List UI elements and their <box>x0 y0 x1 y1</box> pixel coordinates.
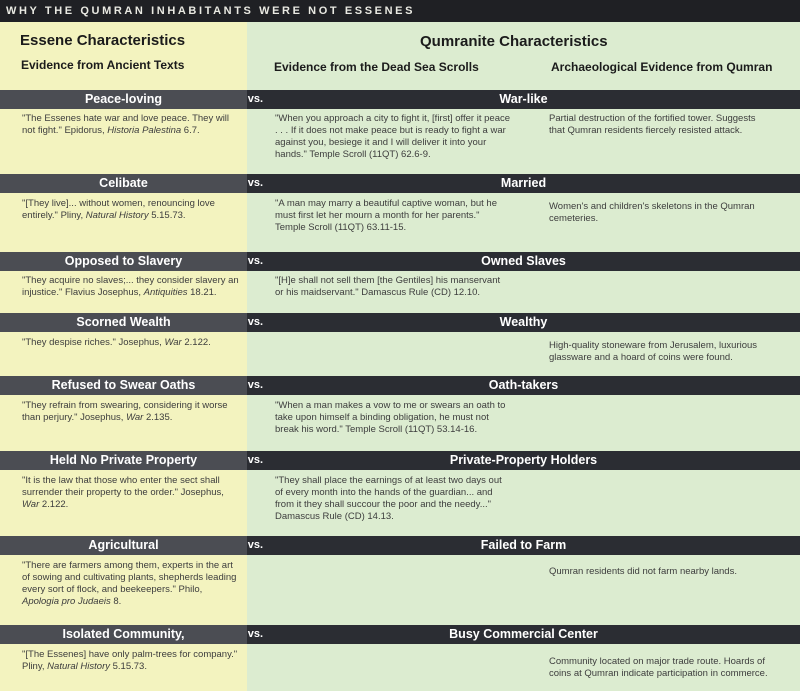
archaeological-evidence: Qumran residents did not farm nearby lands. <box>549 566 737 577</box>
qumran-trait: Private-Property Holders <box>449 453 598 467</box>
qumran-trait: Failed to Farm <box>480 538 567 552</box>
vs-label: vs. <box>247 454 263 466</box>
archaeological-evidence: High-quality stoneware from Jerusalem, luxurious glassware and a hoard of coins were found. <box>549 340 758 363</box>
comparison-band <box>0 451 800 470</box>
comparison-band <box>0 536 800 555</box>
archaeological-evidence: Partial destruction of the fortified tower. Suggests that Qumran residents fiercely resisted attack. <box>549 113 756 136</box>
essene-trait: Refused to Swear Oaths <box>51 378 196 392</box>
vs-label: vs. <box>247 255 263 267</box>
vs-label: vs. <box>247 177 263 189</box>
comparison-band <box>0 625 800 644</box>
essene-trait: Isolated Community, <box>62 627 185 641</box>
comparison-band <box>0 376 800 395</box>
essene-trait: Scorned Wealth <box>76 315 171 329</box>
essene-evidence: "They acquire no slaves;... they consider slavery an injustice." Flavius Josephus, Antiquities 18.21. <box>22 275 239 298</box>
scroll-evidence: "When you approach a city to fight it, [first] offer it peace . . . If it does not make peace but is ready to fight a war against you, besiege it and I will deliver it into your hands." Temple Scroll (11QT) 62.6-9. <box>275 113 511 160</box>
scrolls-column-subtitle: Evidence from the Dead Sea Scrolls <box>274 60 479 74</box>
qumran-trait: Oath-takers <box>488 378 559 392</box>
essene-evidence: "The Essenes hate war and love peace. They will not fight." Epidorus, Historia Palestina 6.7. <box>22 113 230 136</box>
qumran-trait: Wealthy <box>499 315 548 329</box>
qumran-trait: Busy Commercial Center <box>449 627 598 641</box>
qumran-trait: Married <box>500 176 547 190</box>
comparison-band <box>0 90 800 109</box>
archaeology-column-subtitle: Archaeological Evidence from Qumran <box>551 60 773 74</box>
essene-trait: Peace-loving <box>84 92 163 106</box>
essene-evidence: "It is the law that those who enter the sect shall surrender their property to the order." Josephus, War 2.122. <box>22 475 224 510</box>
qumran-trait: War-like <box>499 92 548 106</box>
essene-evidence: "They despise riches." Josephus, War 2.122. <box>22 337 211 348</box>
essene-column-subtitle: Evidence from Ancient Texts <box>21 58 185 72</box>
archaeological-evidence: Community located on major trade route. Hoards of coins at Qumran indicate participation in commerce. <box>549 656 768 679</box>
comparison-band <box>0 174 800 193</box>
vs-label: vs. <box>247 316 263 328</box>
scroll-evidence: "They shall place the earnings of at least two days out of every month into the hands of the guardian... and from it they shall succour the poor and the needy..." Damascus Rule (CD) 14.13. <box>275 475 502 522</box>
page-title: WHY THE QUMRAN INHABITANTS WERE NOT ESSENES <box>0 0 800 22</box>
vs-label: vs. <box>247 539 263 551</box>
essene-evidence: "[The Essenes] have only palm-trees for company." Pliny, Natural History 5.15.73. <box>22 649 238 672</box>
scroll-evidence: "[H]e shall not sell them [the Gentiles] his manservant or his maidservant." Damascus Rule (CD) 12.10. <box>275 275 501 298</box>
vs-label: vs. <box>247 628 263 640</box>
scroll-evidence: "A man may marry a beautiful captive woman, but he must first let her mourn a month for her parents." Temple Scroll (11QT) 63.11-15. <box>275 198 497 233</box>
vs-label: vs. <box>247 379 263 391</box>
qumran-column-title: Qumranite Characteristics <box>420 33 608 50</box>
comparison-band <box>0 313 800 332</box>
vs-label: vs. <box>247 93 263 105</box>
essene-trait: Held No Private Property <box>49 453 198 467</box>
comparison-band <box>0 252 800 271</box>
essene-evidence: "There are farmers among them, experts in the art of sowing and cultivating plants, shepherds leading every sort of flock, and beekeepers." Philo, Apologia pro Judaeis 8. <box>22 560 237 607</box>
qumran-trait: Owned Slaves <box>481 254 566 268</box>
scroll-evidence: "When a man makes a vow to me or swears an oath to take upon himself a binding obligation, he must not break his word." Temple Scroll (11QT) 53.14-16. <box>275 400 506 435</box>
essene-trait: Celibate <box>99 176 148 190</box>
essene-trait: Agricultural <box>88 538 159 552</box>
essene-column-title: Essene Characteristics <box>20 32 186 49</box>
essene-trait: Opposed to Slavery <box>64 254 183 268</box>
essene-evidence: "They refrain from swearing, considering it worse than perjury." Josephus, War 2.135. <box>22 400 228 423</box>
essene-evidence: "[They live]... without women, renouncing love entirely." Pliny, Natural History 5.15.73. <box>22 198 215 221</box>
archaeological-evidence: Women's and children's skeletons in the Qumran cemeteries. <box>549 201 755 224</box>
